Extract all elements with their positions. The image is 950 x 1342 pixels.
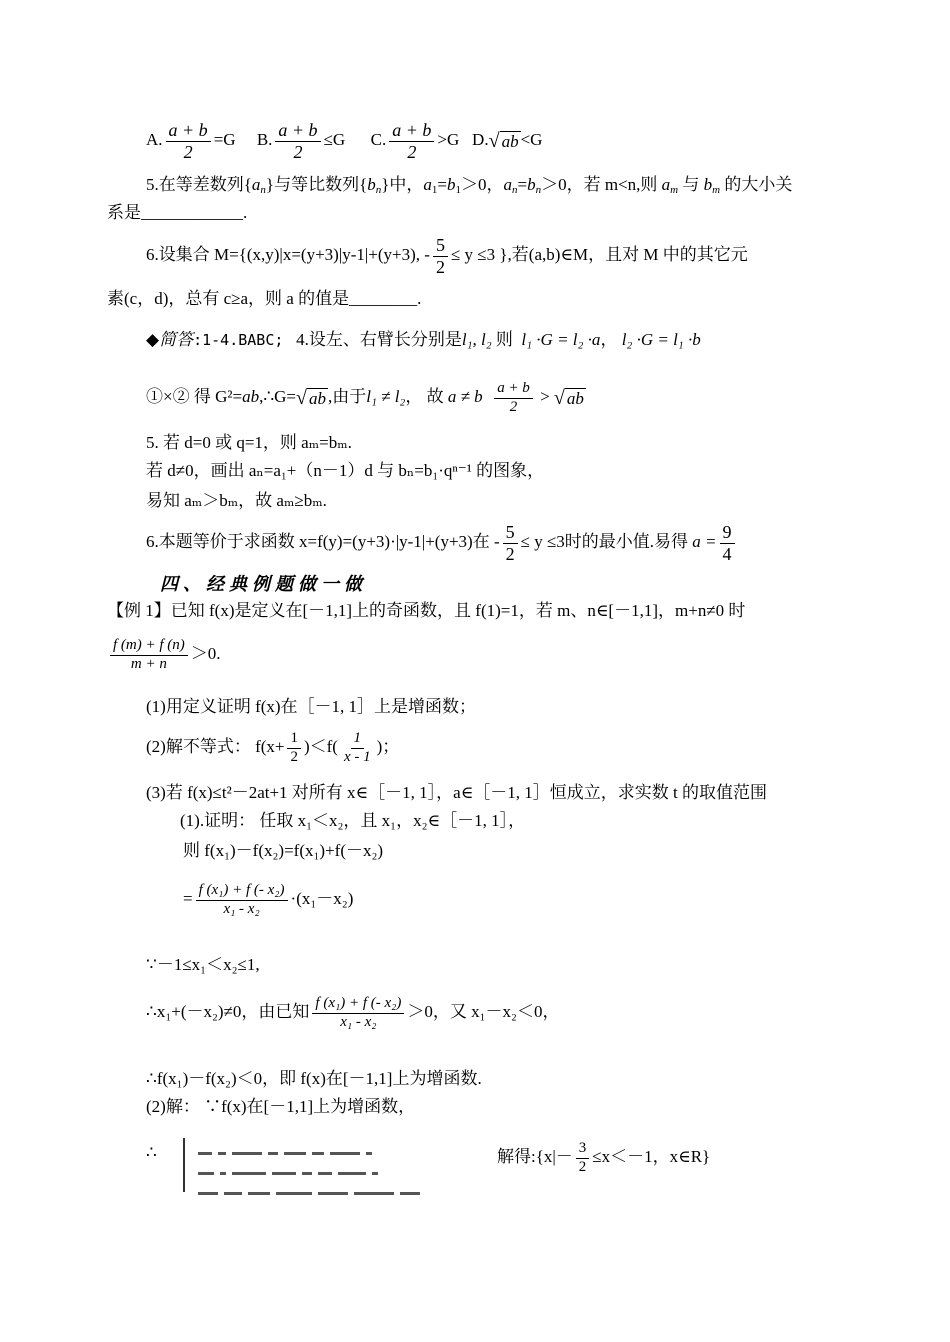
option-d-label: D.	[472, 130, 489, 149]
proof-line4: ∵－1≤x₁＜x₂≤1,	[146, 955, 260, 974]
proof-line5: ∴x₁+(－x₂)≠0，由已知 $\frac{\text{f (x₁) + f (- x₂)}}{\text{x₁ - x₂}}$ ＞0，又 x₁－x₂＜0，	[146, 995, 560, 1030]
part2-fraction-2: $\frac{1}{x - 1}$	[343, 730, 371, 765]
option-c-fraction: $\frac{a + b}{2}$	[389, 120, 434, 162]
system-row-3	[198, 1180, 426, 1190]
example-1-statement: 【例 1】已知 f(x)是定义在[－1,1]上的奇函数，且 f(1)=1，若 m、n∈[－1,1]，m+n≠0 时	[107, 601, 746, 620]
option-b-relation: ≤G	[323, 130, 346, 149]
question-6: 6.设集合 M={(x,y)|x=(y+3)|y-1|+(y+3), - $\frac{5}{2}$ ≤ y ≤3 },若(a,b)∈M，且对 M 中的其它元	[146, 234, 748, 277]
option-d-sqrt: √ ab	[488, 129, 519, 152]
brief-answer-label: ◆简答	[146, 330, 194, 349]
example-1-part3: (3)若 f(x)≤t²－2at+1 对所有 x∈［－1, 1］，a∈［－1, 1］恒成立，求实数 t 的取值范围	[146, 783, 767, 802]
sol6-result-fraction: $\frac{9}{4}$	[720, 522, 735, 564]
option-b-label: B.	[256, 130, 273, 149]
sol6-fraction: $\frac{5}{2}$	[503, 522, 518, 564]
option-a-label: A.	[146, 130, 163, 149]
option-b-fraction: $\frac{a + b}{2}$	[275, 120, 320, 162]
example-1-condition: $\frac{f (m) + f (n)}{m + n}$ ＞0.	[107, 630, 221, 678]
solution-set: 解得:{x|－ $\frac{3}{2}$ ≤x＜－1，x∈R}	[497, 1140, 711, 1175]
section-title: 四、经典例题做一做	[160, 574, 367, 595]
brief-answer: ◆简答:1-4.BABC; 4.设左、右臂长分别是l₁, l₂ 则 l₁ ·G = l₂ ·a， l₂ ·G = l₁ ·b	[146, 330, 701, 349]
question-6-line2: 素(c，d)，总有 c≥a，则 a 的值是________.	[107, 289, 422, 308]
sqrt-ab-2: √ ab	[553, 386, 584, 409]
q6-fraction: $\frac{5}{2}$	[433, 235, 448, 277]
part2-fraction-1: $\frac{1}{2}$	[287, 730, 301, 766]
example-1-part2: (2)解不等式： f(x+ $\frac{1}{2}$ )＜f( $\frac{1}{x - 1}$ )；	[146, 730, 400, 765]
system-row-2	[198, 1160, 384, 1170]
therefore-symbol: ∴	[146, 1143, 157, 1162]
option-c-label: C.	[370, 130, 387, 149]
solution-fraction: $\frac{3}{2}$	[576, 1140, 590, 1176]
option-a-relation: =G	[213, 130, 236, 149]
proof-line1: (1).证明： 任取 x₁＜x₂，且 x₁，x₂∈［－1, 1］，	[180, 811, 526, 830]
sqrt-ab: √ ab	[296, 386, 326, 409]
option-c-relation: >G	[437, 130, 460, 149]
solution-5-line1: 5. 若 d=0 或 q=1，则 aₘ=bₘ.	[146, 433, 352, 452]
brief-answer-line2: ①×② 得 G²=ab,∴G=√ ab ,由于l₁ ≠ l₂， 故 a ≠ b $\frac{a + b}{2}$ > √ ab	[146, 374, 586, 422]
ab-fraction: $\frac{a + b}{2}$	[494, 380, 533, 416]
system-row-1	[198, 1140, 378, 1150]
system-brace	[183, 1138, 185, 1192]
proof-line6: ∴f(x₁)－f(x₂)＜0，即 f(x)在[－1,1]上为增函数.	[146, 1069, 482, 1088]
example-1-fraction: $\frac{f (m) + f (n)}{m + n}$	[110, 637, 188, 673]
proof-fraction-2: $\frac{\text{f (x₁) + f (- x₂)}}{\text{x₁ - x₂}}$	[312, 995, 404, 1031]
proof-line7: (2)解： ∵f(x)在[－1,1]上为增函数，	[146, 1097, 416, 1116]
proof-fraction: $\frac{\text{f (x₁) + f (- x₂)}}{\text{x₁ - x₂}}$	[196, 882, 288, 918]
option-d-relation: <G	[520, 130, 543, 149]
option-a-fraction: $\frac{a + b}{2}$	[166, 120, 211, 162]
answer-options	[146, 118, 542, 164]
question-5: 5.在等差数列$\{a_n\}$与等比数列$\{b_n\}$中，$a_1=b_1>0$，$a_n=b_n>0$，若 m<n,则 $a_m$ 与 $b_m$ 的大小关	[146, 175, 793, 196]
solution-5-line3: 易知 aₘ＞bₘ，故 aₘ≥bₘ.	[146, 491, 327, 510]
proof-line2: 则 f(x₁)－f(x₂)=f(x₁)+f(－x₂)	[183, 841, 384, 860]
question-5-line2: 系是____________.	[107, 203, 248, 222]
solution-6: 6.本题等价于求函数 x=f(y)=(y+3)·|y-1|+(y+3)在 - $\frac{5}{2}$ ≤ y ≤3时的最小值.易得 a = $\frac{9}{4}$	[146, 516, 738, 568]
proof-line3: = $\frac{\text{f (x₁) + f (- x₂)}}{\text{x₁ - x₂}}$ ·(x₁－x₂)	[183, 882, 354, 917]
solution-5-line2: 若 d≠0，画出 aₙ=a₁+（n－1）d 与 bₙ=b₁·qⁿ⁻¹ 的图象，	[146, 461, 545, 480]
example-1-part1: (1)用定义证明 f(x)在［－1, 1］上是增函数；	[146, 697, 477, 716]
